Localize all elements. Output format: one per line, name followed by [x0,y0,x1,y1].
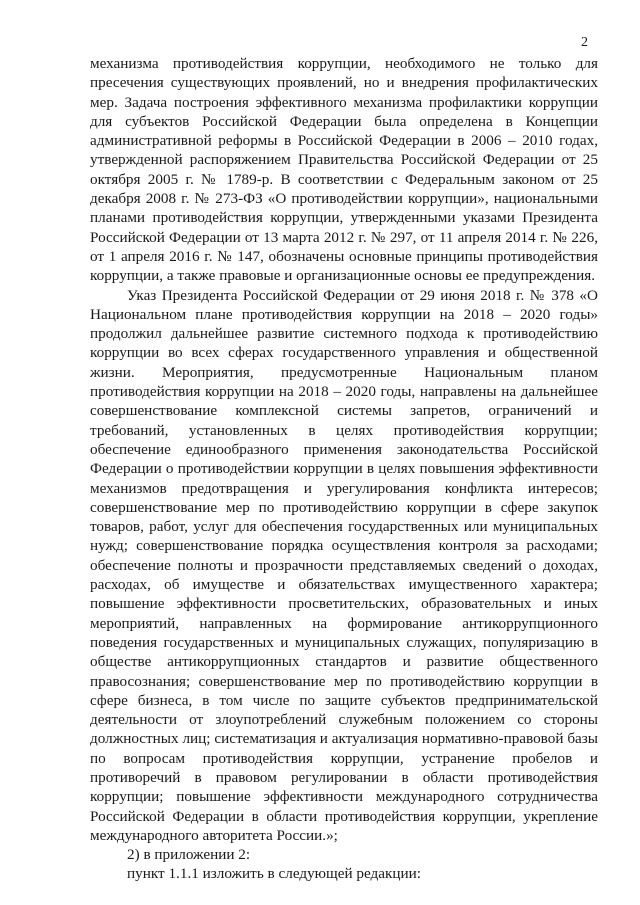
paragraph-decree: Указ Президента Российской Федерации от 29 июня 2018 г. № 378 «О Национальном плане противодействия коррупции на 2018 – 2020 годы» продолжил дальнейшее развитие системного подхода к противодействию коррупции во всех сферах государственного управления и общественной жизни. Мероприятия, предусмотренные Национальным планом противодействия коррупции на 2018 – 2020 годы, направлены на дальнейшее совершенствование комплексной системы запретов, ограничений и требований, установленных в целях противодействия коррупции; обеспечение единообразного применения законодательства Российской Федерации о противодействии коррупции в целях повышения эффективности механизмов предотвращения и урегулирования конфликта интересов; совершенствование мер по противодействию коррупции в сфере закупок товаров, работ, услуг для обеспечения государственных или муниципальных нужд; совершенствование порядка осуществления контроля за расходами; обеспечение полноты и прозрачности представляемых сведений о доходах, расходах, об имуществе и обязательствах имущественного характера; повышение эффективности просветительских, образовательных и иных мероприятий, направленных на формирование антикоррупционного поведения государственных и муниципальных служащих, популяризацию в обществе антикоррупционных стандартов и развитие общественного правосознания; совершенствование мер по противодействию коррупции в сфере бизнеса, в том числе по защите субъектов предпринимательской деятельности от злоупотреблений служебным положением со стороны должностных лиц; систематизация и актуализация нормативно-правовой базы по вопросам противодействия коррупции, устранение пробелов и противоречий в правовом регулировании в области противодействия коррупции; повышение эффективности международного сотрудничества Российской Федерации в области противодействия коррупции, укрепление международного авторитета России.»; [90,286,598,844]
paragraph-continuation: механизма противодействия коррупции, необходимого не только для пресечения существующих проявлений, но и внедрения профилактических мер. Задача построения эффективного механизма профилактики коррупции для субъектов Российской Федерации была определена в Концепции административной реформы в Российской Федерации в 2006 – 2010 годах, утвержденной распоряжением Правительства Российской Федерации от 25 октября 2005 г. № 1789-р. В соответствии с Федеральным законом от 25 декабря 2008 г. № 273-ФЗ «О противодействии коррупции», национальными планами противодействия коррупции, утвержденными указами Президента Российской Федерации от 13 марта 2012 г. № 297, от 11 апреля 2014 г. № 226, от 1 апреля 2016 г. № 147, обозначены основные принципы противодействия коррупции, а также правовые и организационные основы ее предупреждения. [90,55,598,285]
document-body [90,54,598,884]
paragraph-point-instruction: пункт 1.1.1 изложить в следующей редакции: [127,865,421,883]
page-number: 2 [581,35,588,50]
paragraph-appendix-item: 2) в приложении 2: [127,846,251,864]
